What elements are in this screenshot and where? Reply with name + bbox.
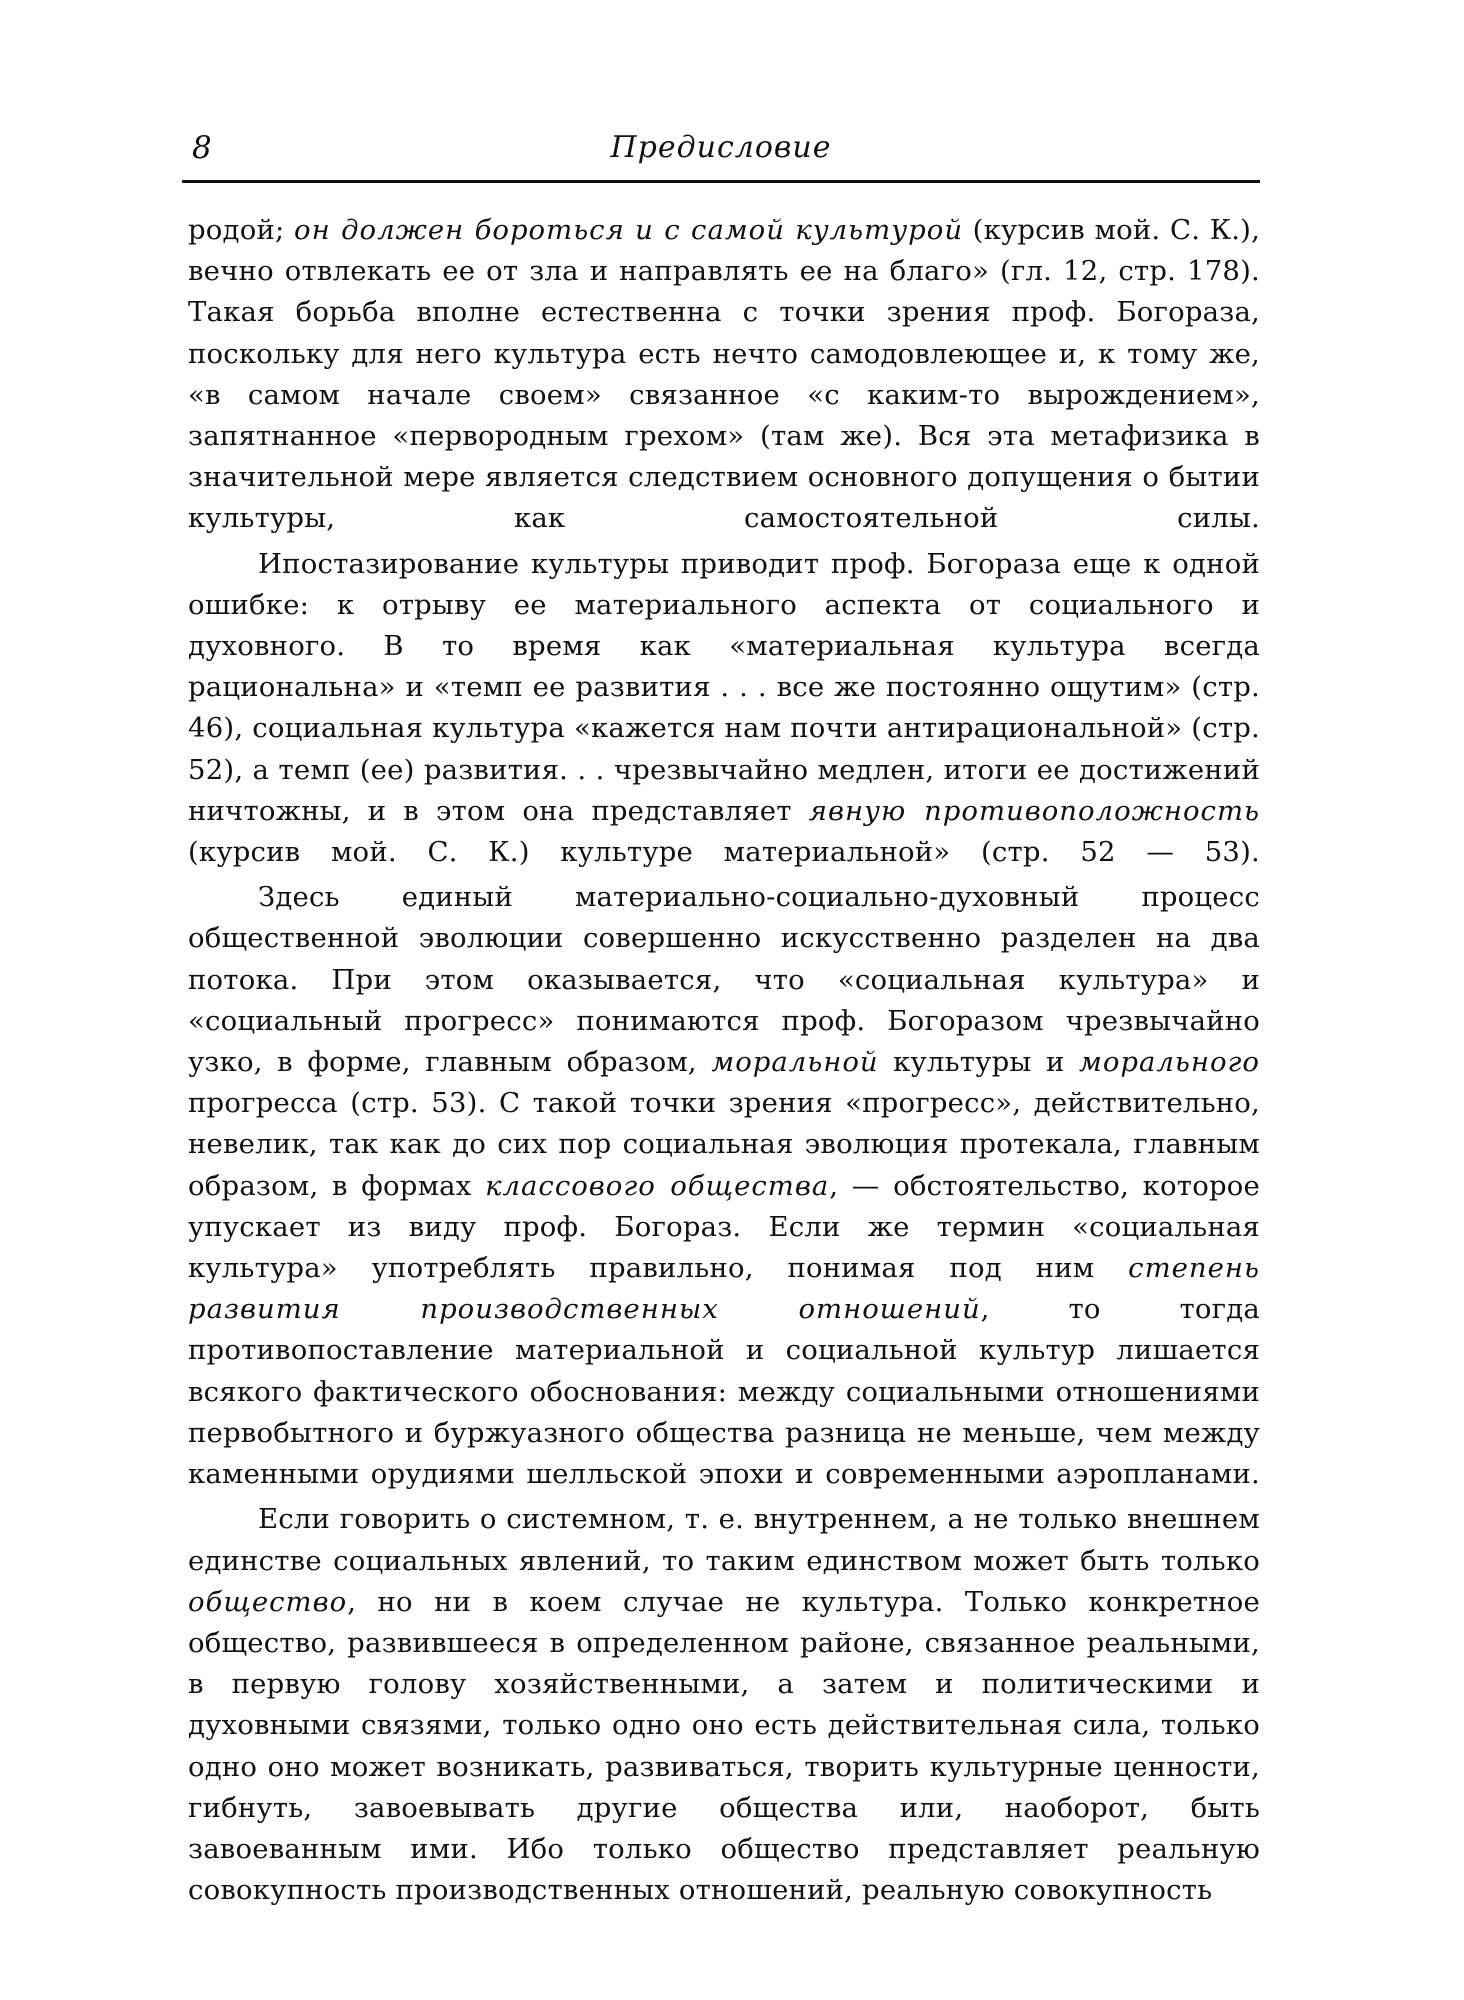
text-run: (курсив мой. С. К.), вечно отвлекать ее от зла и направлять ее на благо» (гл. 12, стр. 178). Такая борьба вполне естественна с точки зрения проф. Богораза, поскольку для него культура есть нечто самодовлеющее и, к тому же, «в самом начале своем» связанное «с каким-то вырождением», запятнанное «первородным грехом» (там же). Вся эта метафизика в значительной мере является следствием основного допущения о бытии культуры, как самостоятельной силы.	[188, 214, 1261, 535]
italic-text: он должен бороться и с самой культурой	[294, 214, 964, 246]
page-header	[182, 130, 1260, 174]
text-run: (курсив мой. С. К.) культуре материальной» (стр. 52 — 53).	[188, 836, 1260, 869]
text-run: Здесь единый материально-социально-духовный процесс общественной эволюции совершенно искусственно разделен на два потока. При этом оказывается, что «социальная культура» и «социальный прогресс» понимаются проф. Богоразом чрезвычайно узко, в форме, главным образом,	[188, 881, 1260, 1079]
italic-text: классового общества	[485, 1169, 830, 1202]
header-rule	[182, 180, 1260, 183]
text-run: родой;	[188, 214, 295, 246]
italic-text: моральной	[711, 1046, 879, 1079]
paragraph-3	[188, 877, 1260, 1495]
italic-text: степень развития производственных отношений	[188, 1252, 1260, 1326]
text-run: прогресса (стр. 53). С такой точки зрения «прогресс», действительно, невелик, так как до сих пор социальная эволюция протекала, главным образом, в формах	[188, 1087, 1260, 1202]
italic-text: общество	[188, 1585, 348, 1618]
text-run: , — обстоятельство, которое упускает из виду проф. Богораз. Если же термин «социальная культура» употреблять правильно, понимая под ним	[188, 1169, 1261, 1285]
italic-text: морального	[1079, 1046, 1260, 1079]
text-run: культуры и	[878, 1046, 1080, 1079]
running-title: Предисловие	[610, 130, 832, 165]
text-run: Ипостазирование культуры приводит проф. Богораза еще к одной ошибке: к отрыву ее материального аспекта от социального и духовного. В то время как «материальная культура всегда рациональна» и «темп ее развития . . . все же постоянно ощутим» (стр. 46), социальная культура «кажется нам почти антирациональной» (стр. 52), а темп (ее) развития. . . чрезвычайно медлен, итоги ее достижений ничтожны, и в этом она представляет	[188, 547, 1260, 827]
paragraph-4	[188, 1499, 1260, 1911]
text-run: Если говорить о системном, т. е. внутреннем, а не только внешнем единстве социальных явлений, то таким единством может быть только	[188, 1503, 1260, 1577]
paragraph-2	[188, 544, 1260, 874]
body-text	[188, 210, 1260, 1911]
paragraph-1	[188, 210, 1260, 540]
text-run: , то тогда противопоставление материальной и социальной культур лишается всякого фактического обоснования: между социальными отношениями первобытного и буржуазного общества разница не меньше, чем между каменными орудиями шелльской эпохи и современными аэропланами.	[188, 1293, 1261, 1491]
text-run: , но ни в коем случае не культура. Только конкретное общество, развившееся в определенном районе, связанное реальными, в первую голову хозяйственными, а затем и политическими и духовными связями, только одно оно есть действительная сила, только одно оно может возникать, развиваться, творить культурные ценности, гибнуть, завоевывать другие общества или, наоборот, быть завоеванным ими. Ибо только общество представляет реальную совокупность производственных отношений, реальную совокупность	[188, 1585, 1260, 1907]
italic-text: явную противоположность	[808, 794, 1261, 827]
page-number: 8	[192, 130, 212, 166]
